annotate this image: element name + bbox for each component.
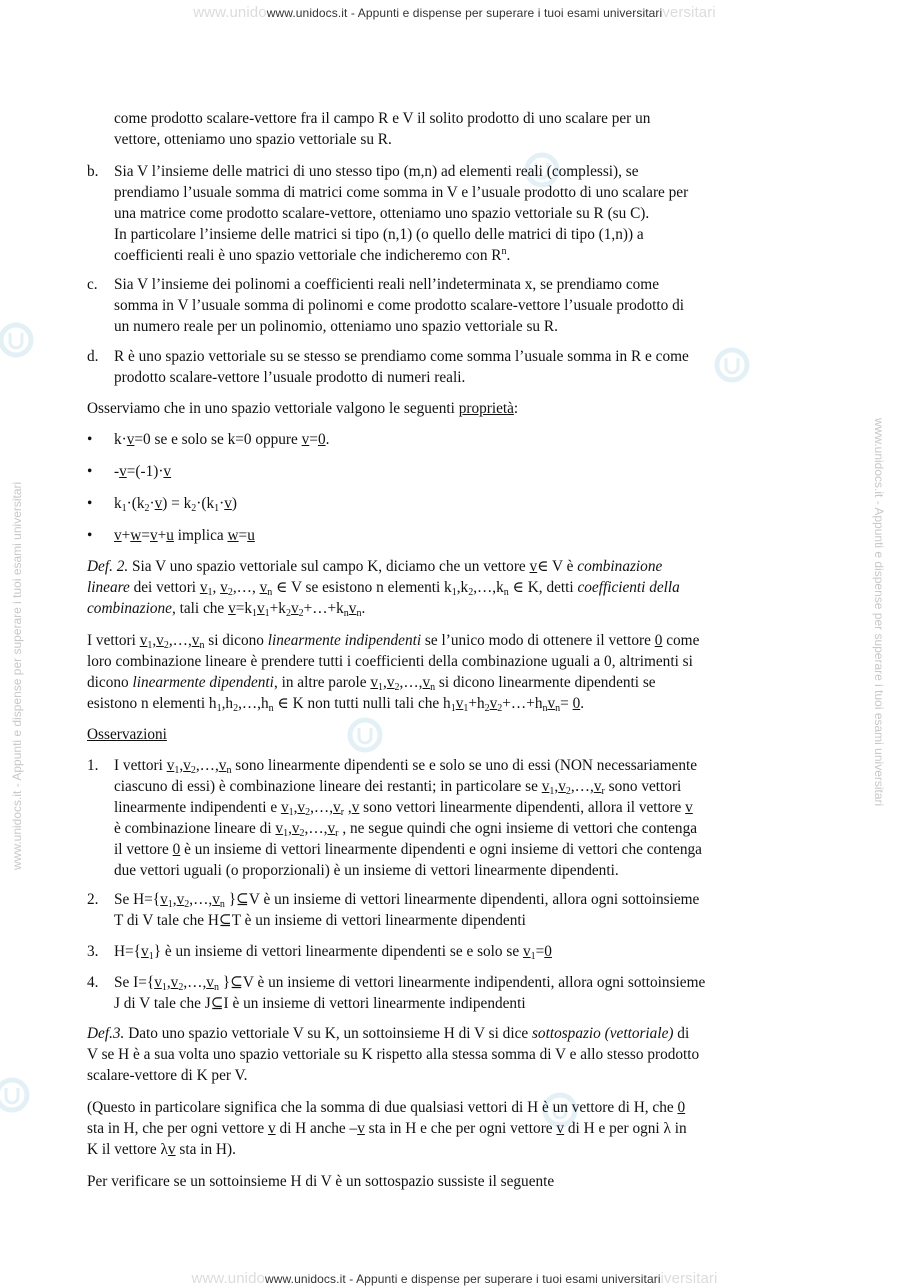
text-span: si dicono — [204, 632, 268, 649]
left-side-watermark: www.unidocs.it - Appunti e dispense per superare i tuoi esami universitari — [10, 481, 24, 870]
text-span: K il vettore λ — [87, 1141, 168, 1158]
text-span: , tali che — [171, 600, 229, 617]
example-line: R è uno spazio vettoriale su se stesso se prendiamo come somma l’usuale somma in R e come — [114, 348, 689, 365]
property-formula: v+w=v+u implica w=u — [114, 527, 255, 544]
right-side-watermark: www.unidocs.it - Appunti e dispense per superare i tuoi esami universitari — [872, 418, 886, 807]
term: combinazione — [87, 600, 172, 617]
properties-intro — [87, 398, 827, 419]
observation-2 — [87, 889, 827, 931]
zero-vector: 0 — [654, 632, 663, 649]
unidocs-logo-icon — [0, 1075, 32, 1115]
text-span: sta in H, che per ogni vettore — [87, 1120, 268, 1137]
list-marker: b. — [87, 163, 99, 180]
text-span: scalare-vettore di K per V. — [87, 1067, 248, 1084]
property-bullet — [87, 525, 827, 546]
list-marker: 4. — [87, 974, 99, 991]
example-text — [114, 161, 827, 266]
text-span: di — [673, 1025, 690, 1042]
text-span: V se H è a sua volta uno spazio vettoriale su K rispetto alla stessa somma di V e allo stesso prodotto — [87, 1046, 700, 1063]
example-line: somma in V l’usuale somma di polinomi e come prodotto scalare-vettore l’usuale prodotto di — [114, 297, 684, 314]
example-line: In particolare l’insieme delle matrici si tipo (n,1) (o quello delle matrici di tipo (1,n)) a — [114, 226, 644, 243]
observation-1 — [87, 755, 827, 881]
property-bullet — [87, 461, 827, 482]
example-line: prodotto scalare-vettore l’usuale prodotto di numeri reali. — [114, 369, 466, 386]
term: sottospazio (vettoriale) — [531, 1025, 674, 1042]
observation-text: Se $I=\{v_1,v_2,\dots,v_n$ }⊆V è un insieme di vettori linearmente indipendenti, allora ogni sottoinsieme J di V tale che J⊆I è un insieme di vettori linearmente indipendenti — [114, 974, 706, 1012]
definition-label: Def.3. — [87, 1025, 125, 1042]
text-span: Sia V uno spazio vettoriale sul campo K, diciamo che un vettore — [128, 558, 530, 575]
observation-text: Se $H=\{v_1,v_2,\dots,v_n$ }⊆V è un insieme di vettori linearmente dipendenti, allora ogni sottoinsieme T di V tale che H⊆T è un insieme di vettori linearmente dipendenti — [114, 891, 700, 929]
page-header — [0, 4, 909, 21]
text-span: sta in H e che per ogni vettore — [364, 1120, 557, 1137]
text-span: si dicono linearmente dipendenti se — [435, 674, 656, 691]
intro-continuation — [114, 108, 824, 150]
text-span: dicono — [87, 674, 133, 691]
observation-text: $H=\{v_1\}$ è un insieme di vettori linearmente dipendenti se e solo se $v_1=0$ — [114, 943, 552, 962]
term: combinazione — [577, 558, 663, 575]
text-span: dei vettori — [129, 579, 200, 596]
header-text[interactable]: www.unidocs.it - Appunti e dispense per superare i tuoi esami universitari — [266, 6, 663, 20]
footer-text[interactable]: www.unidocs.it - Appunti e dispense per superare i tuoi esami universitari — [265, 1272, 661, 1286]
example-tail: . — [506, 247, 511, 264]
property-bullet — [87, 429, 827, 450]
footer-ghost-left: www.unido — [191, 1270, 265, 1287]
text-span: ∈ K non tutti nulli tali che — [273, 695, 444, 712]
text-span: come — [662, 632, 700, 649]
text-span: di H e per ogni λ in — [564, 1120, 687, 1137]
text-span: esistono n elementi h — [87, 695, 217, 712]
text-span: : — [513, 400, 519, 417]
text-span: , in altre parole — [273, 674, 371, 691]
page-footer — [0, 1270, 909, 1287]
example-item-c — [87, 274, 827, 337]
unidocs-logo-icon — [0, 320, 36, 360]
property-formula: k·v=0 se e solo se k=0 oppure v=0. — [114, 431, 330, 448]
bullet-icon: • — [87, 431, 93, 448]
text-span: se l’unico modo di ottenere il vettore — [421, 632, 655, 649]
note-paragraph: (Questo in particolare significa che la somma di due qualsiasi vettori di H è un vettore di H, che 0 sta in H, che per ogni vettore v di H anche –v sta in H e che per ogni vettore v di H e per ogni λ in K il vettore λv sta in H). — [87, 1099, 687, 1158]
text-span: ∈ V è — [537, 558, 578, 575]
bullet-icon: • — [87, 463, 93, 480]
property-bullet — [87, 493, 827, 514]
list-marker: 2. — [87, 891, 99, 908]
example-item-d — [87, 346, 827, 388]
example-item-b — [87, 161, 827, 266]
example-line: un numero reale per un polinomio, otteniamo uno spazio vettoriale su R. — [114, 318, 558, 335]
text-span: Per verificare se un sottoinsieme H di V è un sottospazio sussiste il seguente — [87, 1173, 555, 1190]
text-span: Dato uno spazio vettoriale V su K, un sottoinsieme H di V si dice — [124, 1025, 532, 1042]
term: linearmente indipendenti — [267, 632, 422, 649]
definition-label: Def. 2. — [87, 558, 129, 575]
header-ghost-left: www.unido — [193, 4, 267, 21]
example-text — [114, 346, 827, 388]
example-line: coefficienti reali è uno spazio vettoriale che indicheremo con R — [114, 247, 502, 264]
example-line: prendiamo l’usuale somma di matrici come somma in V e l’usuale prodotto di uno scalare per — [114, 184, 689, 201]
text-span: ∈ V se esistono n elementi k — [276, 579, 452, 596]
properties-term: proprietà — [458, 400, 514, 417]
intro-line: vettore, otteniamo uno spazio vettoriale su R. — [114, 131, 392, 148]
property-formula: -v=(-1)·v — [114, 463, 172, 480]
independence-paragraph: I vettori $v_1,v_2,\dots,v_n$ si dicono linearmente indipendenti se l’unico modo di ottenere il vettore 0 come loro combinazione lineare è prendere tutti i coefficienti della combinazione uguali a 0, altrimenti si dicono linearmente dipendenti, in altre parole $v_1,v_2,\dots,v_n$ si dicono linearmente dipendenti se esistono n elementi $h_1,h_2,\dots,h_n$ ∈ K non tutti nulli tali che $h_1v_1+h_2v_2+\dots+h_nv_n= 0$. — [87, 632, 700, 714]
observations-heading — [87, 724, 827, 745]
observation-3 — [87, 941, 827, 962]
footer-ghost-right: iversitari — [660, 1270, 718, 1287]
term: coefficienti della — [577, 579, 680, 596]
text-span: (Questo in particolare significa che la somma di due qualsiasi vettori di H è un vettore di H, che — [87, 1099, 678, 1116]
text-span: Osserviamo che in uno spazio vettoriale valgono le seguenti — [87, 400, 459, 417]
list-marker: 3. — [87, 943, 99, 960]
bullet-icon: • — [87, 527, 93, 544]
intro-line: come prodotto scalare-vettore fra il campo R e V il solito prodotto di uno scalare per un — [114, 110, 651, 127]
term: lineare — [87, 579, 130, 596]
definition-3 — [87, 1023, 827, 1086]
example-line: una matrice come prodotto scalare-vettore, otteniamo uno spazio vettoriale su R (su C). — [114, 205, 650, 222]
definition-2: Def. 2. Sia V uno spazio vettoriale sul campo K, diciamo che un vettore v∈ V è combinazione lineare dei vettori $v_1$, $v_2,\dots$, $v_n$ ∈ V se esistono n elementi $k_1,k_2,\dots,k_n$ ∈ K, detti coefficienti della combinazione, tali che $v=k_1v_1+k_2v_2+\dots+k_nv_n$. — [87, 558, 680, 619]
superscript: n — [501, 246, 507, 257]
term: linearmente dipendenti — [132, 674, 274, 691]
example-text — [114, 274, 827, 337]
text-span: ∈ K, detti — [508, 579, 578, 596]
list-marker: 1. — [87, 757, 99, 774]
text-span: I vettori — [87, 632, 140, 649]
list-marker: d. — [87, 348, 99, 365]
list-marker: c. — [87, 276, 98, 293]
heading-text: Osservazioni — [87, 726, 167, 743]
text-span: sta in H). — [175, 1141, 236, 1158]
text-span: loro combinazione lineare è prendere tutti i coefficienti della combinazione uguali a 0, altrimenti si — [87, 653, 693, 670]
observation-4 — [87, 972, 827, 1014]
observation-text: I vettori $v_1,v_2,\dots,v_n$ sono linearmente dipendenti se e solo se uno di essi (NON necessariamente ciascuno di essi) è combinazione lineare dei restanti; in particolare se $v_1,v_2,\dots,v_r$ sono vettori linearmente indipendenti e $v_1,v_2,\dots,v_r$ ,v sono vettori linearmente dipendenti, allora il vettore v è combinazione lineare di $v_1,v_2,\dots,v_r$ , ne segue quindi che ogni insieme di vettori che contenga il vettore 0 è un insieme di vettori linearmente dipendenti e ogni insieme di vettori che contenga due vettori uguali (o proporzionali) è un insieme di vettori linearmente dipendenti. — [114, 757, 702, 879]
property-formula: $k_1\cdot(k_2\cdot v) = k_2\cdot(k_1\cdot v)$ — [114, 495, 238, 514]
header-ghost-right: versitari — [662, 4, 716, 21]
example-line: Sia V l’insieme delle matrici di uno stesso tipo (m,n) ad elementi reali (complessi), se — [114, 163, 639, 180]
text-span: di H anche – — [275, 1120, 358, 1137]
final-line — [87, 1171, 827, 1192]
bullet-icon: • — [87, 495, 93, 512]
example-line: Sia V l’insieme dei polinomi a coefficienti reali nell’indeterminata x, se prendiamo come — [114, 276, 659, 293]
